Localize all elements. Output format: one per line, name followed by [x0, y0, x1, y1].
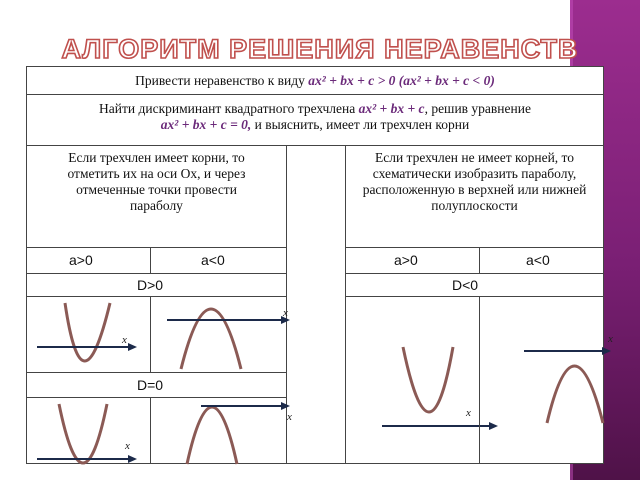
- middle-spacer: [286, 145, 346, 464]
- graph-dzero-aneg: [151, 398, 292, 465]
- parabola-up: [403, 347, 453, 412]
- parabola-up: [65, 303, 110, 361]
- slide-title-text: АЛГОРИТМ РЕШЕНИЯ НЕРАВЕНСТВ: [61, 34, 579, 64]
- left-description-cell: [26, 145, 287, 248]
- x-axis-arrow: [128, 455, 137, 463]
- step2-formula-b: ax² + bx + c = 0,: [160, 117, 252, 132]
- graph-dzero-aneg-cell: [150, 397, 292, 464]
- parabola-down: [187, 407, 237, 464]
- x-axis-label: x: [608, 333, 613, 345]
- slide-title: [60, 30, 580, 66]
- graph-dpos-aneg-cell: [150, 296, 287, 373]
- parabola-down: [181, 309, 241, 369]
- step1-cell: [26, 66, 604, 95]
- x-axis-label: x: [283, 307, 288, 319]
- right-a-pos: a>0: [394, 252, 418, 268]
- graph-dpos-apos: [27, 297, 152, 374]
- x-axis-label: x: [287, 411, 292, 423]
- graph-dpos-apos-cell: [26, 296, 151, 373]
- left-d-pos-cell: [26, 273, 287, 297]
- left-d-zero: D=0: [137, 377, 164, 393]
- left-d-pos: D>0: [137, 277, 164, 293]
- step2-text-a: Найти дискриминант квадратного трехчлена: [99, 101, 359, 116]
- right-description: Если трехчлен не имеет корней, то схематически изобразить параболу, расположенную в верхней или нижней полуплоскости: [362, 150, 587, 213]
- parabola-down: [547, 366, 603, 423]
- graph-dzero-apos: [27, 398, 152, 465]
- step2-cell: [26, 94, 604, 146]
- graph-dneg-aneg: [480, 297, 613, 465]
- right-d-neg: D<0: [452, 277, 479, 293]
- x-axis-label: x: [466, 407, 471, 419]
- step1-text: Привести неравенство к виду: [135, 73, 309, 88]
- graph-dneg-aneg-cell: [479, 296, 613, 464]
- right-d-neg-cell: [345, 273, 604, 297]
- x-axis-label: x: [125, 440, 130, 452]
- algorithm-table: [26, 66, 613, 464]
- right-a-neg: a<0: [526, 252, 550, 268]
- step2-formula-a: ax² + bx + c: [358, 101, 425, 116]
- x-axis-arrow: [128, 343, 137, 351]
- graph-dpos-aneg: [151, 297, 288, 374]
- left-d-zero-cell: [26, 372, 287, 398]
- parabola-up: [59, 404, 107, 463]
- left-a-neg-cell: [150, 247, 287, 274]
- right-a-pos-cell: [345, 247, 480, 274]
- left-a-pos: a>0: [69, 252, 93, 268]
- left-description: Если трехчлен имеет корни, то отметить их на оси Ох, и через отмеченные точки провести параболу: [67, 150, 246, 213]
- step2-text-b: , решив уравнение: [424, 101, 531, 116]
- graph-dneg-apos: [346, 297, 481, 465]
- x-axis-label: x: [122, 334, 127, 346]
- right-description-cell: [345, 145, 604, 248]
- right-a-neg-cell: [479, 247, 604, 274]
- left-a-pos-cell: [26, 247, 151, 274]
- graph-dzero-apos-cell: [26, 397, 151, 464]
- graph-dneg-apos-cell: [345, 296, 480, 464]
- left-a-neg: a<0: [201, 252, 225, 268]
- step1-formula: ax² + bx + c > 0 (ax² + bx + c < 0): [308, 73, 495, 88]
- step2-text-c: и выяснить, имеет ли трехчлен корни: [251, 117, 470, 132]
